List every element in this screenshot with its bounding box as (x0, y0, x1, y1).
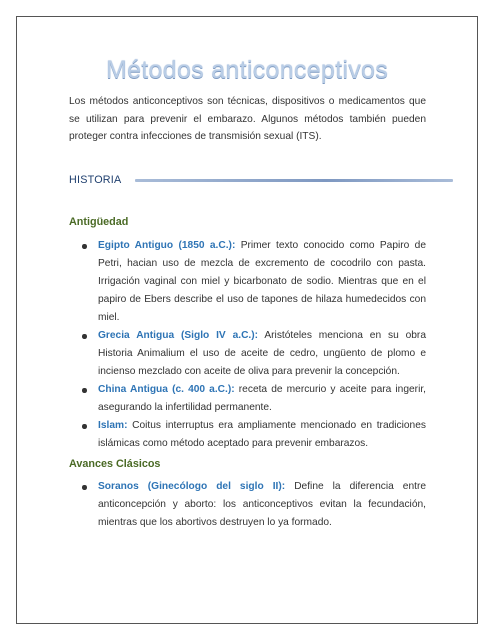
item-text: Define la diferencia entre anticoncepción y aborto: los anticonceptivos evitan la fecundación, mientras que los abortivos destruyen lo ya formado. (98, 481, 426, 528)
antiguedad-list (69, 237, 426, 453)
item-term: Egipto Antiguo (1850 a.C.) (98, 240, 232, 251)
item-text: Coitus interruptus era ampliamente mencionado en tradiciones islámicas como método aceptado para prevenir embarazos. (98, 420, 426, 449)
list-item: China Antigua (c. 400 a.C.): receta de mercurio y aceite para ingerir, asegurando la infertilidad permanente. (69, 381, 426, 417)
bullet-icon (82, 244, 87, 249)
list-item: Islam: Coitus interruptus era ampliamente mencionado en tradiciones islámicas como método aceptado para prevenir embarazos. (69, 417, 426, 453)
list-item: Soranos (Ginecólogo del siglo II): Define la diferencia entre anticoncepción y aborto: los anticonceptivos evitan la fecundación, mientras que los abortivos destruyen lo ya formado. (69, 478, 426, 532)
item-text: Primer texto conocido como Papiro de Petri, hacian uso de mezcla de excremento de cocodrilo con pasta. Irrigación vaginal con miel y bicarbonato de sodio. Mientras que en el papiro de Ebers describe el uso de tapones de hilaza humedecidos con miel. (98, 240, 426, 323)
avances-list (69, 478, 426, 532)
item-text: Aristóteles menciona en su obra Historia Animalium el uso de aceite de cedro, ungüento de plomo e incienso mezclado con aceite de oliva para prevenir la concepción. (98, 330, 426, 377)
avances-heading: Avances Clásicos (69, 458, 161, 470)
item-term: Soranos (Ginecólogo del siglo II) (98, 481, 282, 492)
antiguedad-heading: Antigüedad (69, 216, 129, 228)
bullet-icon (82, 334, 87, 339)
document-title: Métodos anticonceptivos (105, 56, 389, 84)
bullet-icon (82, 388, 87, 393)
item-term: Islam (98, 420, 125, 431)
item-term: China Antigua (c. 400 a.C.) (98, 384, 232, 395)
historia-divider (135, 179, 453, 182)
bullet-icon (82, 485, 87, 490)
item-term: Grecia Antigua (Siglo IV a.C.) (98, 330, 255, 341)
list-item: Egipto Antiguo (1850 a.C.): Primer texto conocido como Papiro de Petri, hacian uso de mezcla de excremento de cocodrilo con pasta. Irrigación vaginal con miel y bicarbonato de sodio. Mientras que en el papiro de Ebers describe el uso de tapones de hilaza humedecidos con miel. (69, 237, 426, 327)
intro-paragraph: Los métodos anticonceptivos son técnicas, dispositivos o medicamentos que se utilizan para prevenir el embarazo. Algunos métodos también pueden proteger contra infecciones de transmisión sexual (ITS). (69, 96, 426, 142)
historia-heading-row (69, 174, 453, 190)
list-item: Grecia Antigua (Siglo IV a.C.): Aristóteles menciona en su obra Historia Animalium el uso de aceite de cedro, ungüento de plomo e incienso mezclado con aceite de oliva para prevenir la concepción. (69, 327, 426, 381)
bullet-icon (82, 424, 87, 429)
item-text: receta de mercurio y aceite para ingerir, asegurando la infertilidad permanente. (98, 384, 426, 413)
historia-heading: HISTORIA (69, 174, 122, 186)
